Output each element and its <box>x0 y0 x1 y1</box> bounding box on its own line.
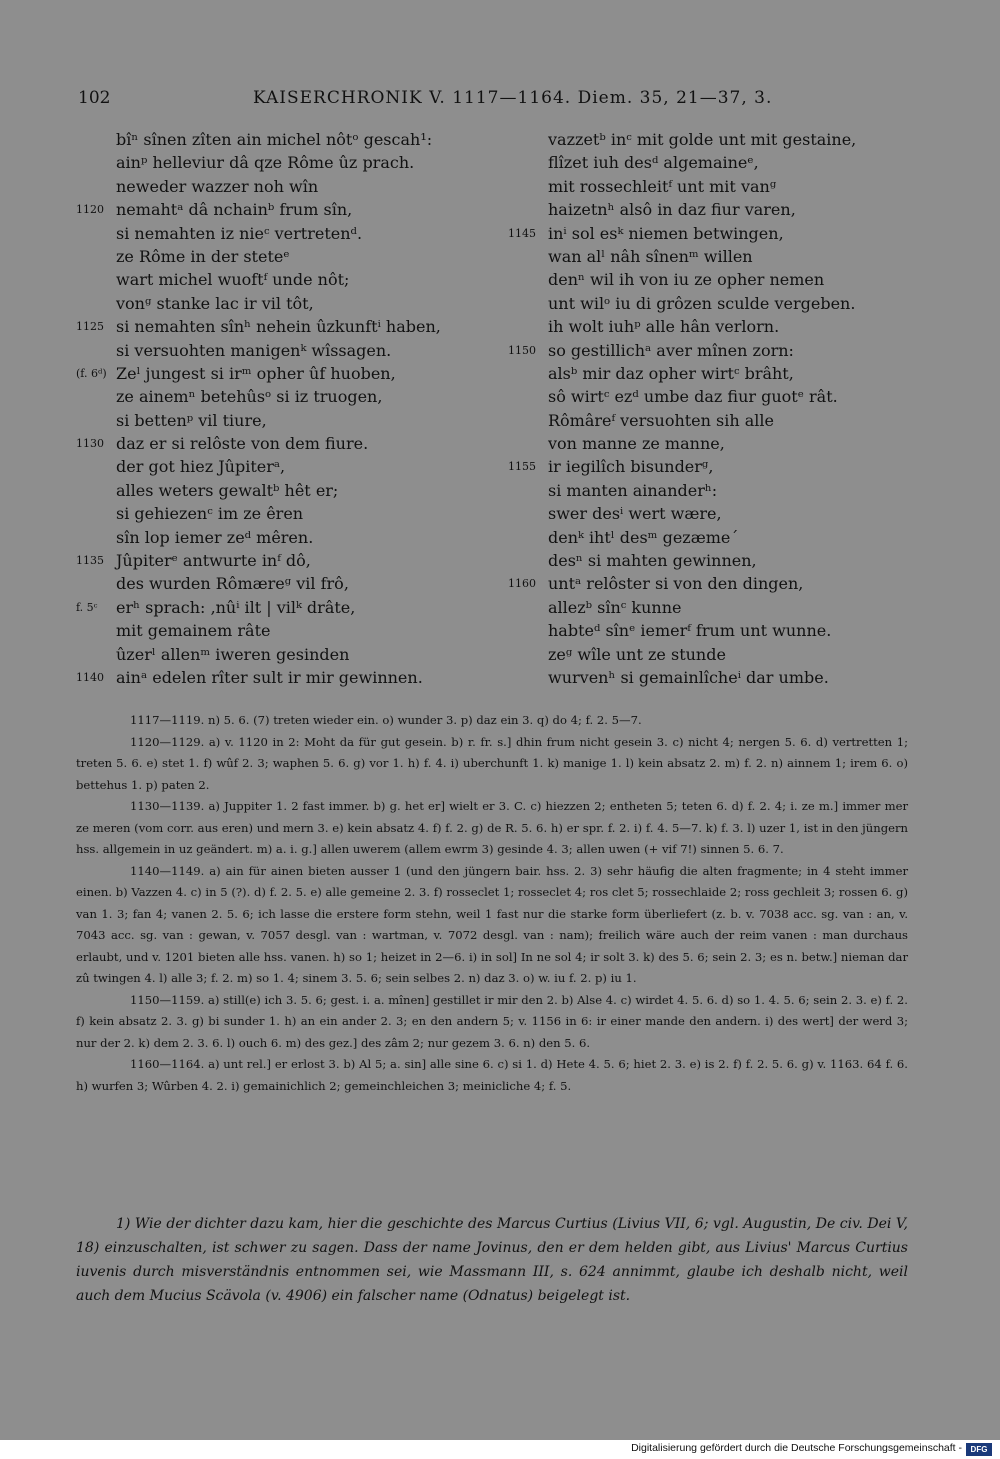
verse-text: si manten ainanderʰ: <box>548 480 718 500</box>
verse-line <box>508 666 928 689</box>
verse-line <box>76 643 506 666</box>
verse-text: flîzet iuh desᵈ algemaineᵉ, <box>548 153 759 173</box>
apparatus-entry: 1120—1129. a) v. 1120 in 2: Moht da für gut gesein. b) r. fr. s.] dhin frum nicht gesein 3. c) nicht 4; nergen 5. 6. d) vertretten 1; treten 5. 6. e) stet 1. f) wûf 2. 3; waphen 5. 6. g) vor 1. h) f. 4. i) uberchunft 1. k) manige 1. l) kein absatz 2. m) f. 2. n) ainnem 1; irem 6. o) bettehus 1. p) paten 2. <box>76 734 908 792</box>
verse-line <box>76 549 506 572</box>
verse-text: vazzetᵇ inᶜ mit golde unt mit gestaine, <box>548 130 857 149</box>
verse-text: Jûpiterᵉ antwurte inᶠ dô, <box>116 551 311 571</box>
apparatus-entry: 1117—1119. n) 5. 6. (7) treten wieder ein. o) wunder 3. p) daz ein 3. q) do 4; f. 2. 5—7. <box>130 713 642 727</box>
verse-line <box>76 315 506 338</box>
verse-number: 1130 <box>76 437 104 451</box>
verse-text: ûzerˡ allenᵐ iweren gesinden <box>116 644 350 664</box>
verse-text: si bettenᵖ vil tiure, <box>116 410 267 430</box>
verse-line <box>508 222 928 245</box>
apparatus-entry: 1140—1149. a) ain für ainen bieten ausser 1 (und den jüngern bair. hss. 2. 3) sehr häufig die alten fragmente; in 4 steht immer einen. b) Vazzen 4. c) in 5 (?). d) f. 2. 5. e) alle gemeine 2. 3. f) rosseclet 1; rosseclet 4; ros clet 5; rossechlaide 2; ross gechleit 3; rossen 6. g) van 1. 3; fan 4; vanen 2. 5. 6; ich lasse die erstere form stehn, weil 1 fast nur die starke form überliefert (z. b. v. 7038 acc. sg. van : an, v. 7043 acc. sg. van : gewan, v. 7057 desgl. van : wartman, v. 7072 desgl. van : nam); freilich wäre auch der reim vanen : man durchaus erlaubt, und v. 1201 bieten alle hss. vanen. h) so 1; heizet in 2—6. i) in sol] In ne sol 4; ir solt 3. k) des 5. 6; sein 2. 3; es n. betw.] nieman dar zû twingen 4. l) alle 3; f. 2. m) so 1. 4; sinem 3. 5. 6; sein selbes 2. n) daz 3. o) w. iu f. 2. p) iu 1. <box>76 863 908 985</box>
verse-line <box>76 572 506 595</box>
verse-text: desⁿ si mahten gewinnen, <box>548 551 757 571</box>
verse-line <box>76 292 506 315</box>
verse-text: sîn lop iemer zeᵈ mêren. <box>116 527 314 547</box>
verse-text: der got hiez Jûpiterᵃ, <box>116 457 286 477</box>
verse-text: ainᵖ helleviur dâ qze Rôme ûz prach. <box>116 153 415 173</box>
page-header <box>78 88 918 112</box>
verse-line <box>508 151 928 174</box>
verse-line <box>76 409 506 432</box>
verse-text: si nemahten iz nieᶜ vertretenᵈ. <box>116 223 363 243</box>
verse-number: 1155 <box>508 460 536 474</box>
verse-line <box>76 666 506 689</box>
verse-line <box>508 198 928 221</box>
verse-line <box>508 292 928 315</box>
verse-text: sô wirtᶜ ezᵈ umbe daz fiur guotᵉ rât. <box>548 387 838 407</box>
left-verse-column <box>76 128 506 689</box>
page-number: 102 <box>78 88 111 108</box>
verse-line <box>508 432 928 455</box>
verse-text: inⁱ sol esᵏ niemen betwingen, <box>548 223 784 243</box>
verse-line <box>508 549 928 572</box>
verse-line <box>76 432 506 455</box>
verse-line <box>76 596 506 619</box>
verse-line <box>76 175 506 198</box>
verse-text: habteᵈ sînᵉ iemerᶠ frum unt wunne. <box>548 621 832 641</box>
verse-line <box>76 198 506 221</box>
verse-line <box>508 643 928 666</box>
apparatus-entry: 1160—1164. a) unt rel.] er erlost 3. b) Al 5; a. sin] alle sine 6. c) si 1. d) Hete 4. 5. 6; hiet 2. 3. e) is 2. f) f. 2. 5. 6. g) v. 1163. 64 f. 6. h) wurfen 3; Wûrben 4. 2. i) gemainichlich 2; gemeinchleichen 3; meinicliche 4; f. 5. <box>76 1057 908 1093</box>
verse-line <box>76 128 506 151</box>
verse-text: alsᵇ mir daz opher wirtᶜ brâht, <box>548 363 794 383</box>
verse-line <box>508 596 928 619</box>
verse-text: so gestillichᵃ aver mînen zorn: <box>548 340 794 360</box>
verse-number: 1150 <box>508 343 536 357</box>
verse-text: ir iegilîch bisunderᵍ, <box>548 457 714 477</box>
verse-text: Rômâreᶠ versuohten sih alle <box>548 410 774 430</box>
verse-line <box>508 409 928 432</box>
verse-number: (f. 6ᵈ) <box>76 366 107 380</box>
verse-line <box>76 385 506 408</box>
verse-text: neweder wazzer noh wîn <box>116 176 319 196</box>
verse-line <box>508 572 928 595</box>
verse-text: wart michel wuoftᶠ unde nôt; <box>116 270 350 290</box>
verse-text: bîⁿ sînen zîten ain michel nôtᵒ gescah¹: <box>116 130 433 149</box>
verse-line <box>76 222 506 245</box>
verse-text: denⁿ wil ih von iu ze opher nemen <box>548 270 825 290</box>
footnote <box>76 1212 908 1308</box>
verse-line <box>76 151 506 174</box>
verse-text: swer desⁱ wert wære, <box>548 504 722 524</box>
verse-line <box>76 619 506 642</box>
verse-line <box>76 339 506 362</box>
verse-number: 1135 <box>76 554 104 568</box>
apparatus-entry: 1130—1139. a) Juppiter 1. 2 fast immer. b) g. het er] wielt er 3. C. c) hiezzen 2; entheten 5; teten 6. d) f. 2. 4; i. ze m.] immer mer ze meren (vom corr. aus eren) und mern 3. e) kein absatz 4. f) f. 2. g) de R. 5. 6. h) er spr. f. 2. i) f. 4. 5—7. k) f. 3. l) uzer 1, ist in den jüngern hss. allgemein in uz geändert. m) a. i. g.] allen uwerem (allem ewrm 3) gesinde 4. 3; allen uwen (+ vif 7!) sinnen 5. 6. 7. <box>76 799 908 856</box>
verse-line <box>508 526 928 549</box>
verse-text: des wurden Rômæreᵍ vil frô, <box>116 574 349 594</box>
verse-number: 1160 <box>508 577 536 591</box>
verse-line <box>508 128 928 151</box>
verse-number: 1140 <box>76 670 104 684</box>
verse-line <box>508 315 928 338</box>
verse-text: haizetnʰ alsô in daz fiur varen, <box>548 200 796 220</box>
verse-text: si gehiezenᶜ im ze êren <box>116 504 304 524</box>
verse-text: denᵏ ihtˡ desᵐ gezæme´ <box>548 527 739 547</box>
dfg-logo[interactable]: DFG <box>966 1443 992 1456</box>
verse-number: 1125 <box>76 320 104 334</box>
apparatus-entry: 1150—1159. a) still(e) ich 3. 5. 6; gest. i. a. mînen] gestillet ir mir den 2. b) Alse 4. c) wirdet 4. 5. 6. d) so 1. 4. 5. 6; sein 2. 3. e) f. 2. f) kein absatz 2. 3. g) bi sunder 1. h) an ein ander 2. 3; en den andern 5; v. 1156 in 6: ir einer mande den andern. i) des wert] der werd 3; nur der 2. k) dem 2. 3. 6. l) ouch 6. m) des gez.] des zâm 2; nur gezem 3. 6. n) den 5. 6. <box>76 992 908 1050</box>
verse-line <box>508 502 928 525</box>
verse-text: nemahtᵃ dâ nchainᵇ frum sîn, <box>116 200 353 220</box>
verse-line <box>508 268 928 291</box>
verse-line <box>508 619 928 642</box>
verse-line <box>508 245 928 268</box>
verse-text: ih wolt iuhᵖ alle hân verlorn. <box>548 317 780 337</box>
verse-line <box>76 479 506 502</box>
footnote-text: 1) Wie der dichter dazu kam, hier die geschichte des Marcus Curtius (Livius VII, 6; vgl. Augustin, De civ. Dei V, 18) einzuschalten, ist schwer zu sagen. Dass der name Jovinus, den er dem helden gibt, aus Livius' Marcus Curtius iuvenis durch misverständnis entnommen sei, wie Massmann III, s. 624 annimmt, glaube ich deshalb nicht, weil auch dem Mucius Scävola (v. 4906) ein falscher name (Odnatus) beigelegt ist. <box>76 1216 908 1304</box>
critical-apparatus <box>76 710 908 1097</box>
verse-text: von manne ze manne, <box>548 434 725 454</box>
verse-text: allezᵇ sînᶜ kunne <box>548 597 682 617</box>
verse-text: ainᵃ edelen rîter sult ir mir gewinnen. <box>116 667 423 687</box>
verse-text: Zeˡ jungest si irᵐ opher ûf huoben, <box>116 363 396 383</box>
verse-line <box>508 479 928 502</box>
verse-line <box>508 362 928 385</box>
verse-line <box>76 245 506 268</box>
verse-text: si versuohten manigenᵏ wîssagen. <box>116 340 392 360</box>
verse-text: alles weters gewaltᵇ hêt er; <box>116 480 339 500</box>
verse-text: erʰ sprach: ‚nûⁱ ilt | vilᵏ drâte, <box>116 597 356 617</box>
verse-text: daz er si relôste von dem fiure. <box>116 434 369 454</box>
funding-credit: Digitalisierung gefördert durch die Deutsche Forschungsgemeinschaft - <box>631 1442 962 1454</box>
verse-text: untᵃ relôster si von den dingen, <box>548 574 804 594</box>
verse-text: ze Rôme in der steteᵉ <box>116 246 290 266</box>
verse-line <box>508 175 928 198</box>
verse-line <box>76 268 506 291</box>
verse-line <box>508 339 928 362</box>
right-verse-column <box>508 128 928 689</box>
verse-text: ze ainemⁿ betehûsᵒ si iz truogen, <box>116 387 383 407</box>
verse-line <box>76 502 506 525</box>
verse-text: si nemahten sînʰ nehein ûzkunftⁱ haben, <box>116 317 441 337</box>
verse-text: vonᵍ stanke lac ir vil tôt, <box>116 293 314 313</box>
verse-text: wurvenʰ si gemainlîcheⁱ dar umbe. <box>548 667 829 687</box>
verse-number: f. 5ᶜ <box>76 600 98 614</box>
verse-line <box>76 362 506 385</box>
verse-line <box>508 455 928 478</box>
verse-text: mit rossechleitᶠ unt mit vanᵍ <box>548 176 777 196</box>
running-title: KAISERCHRONIK V. 1117—1164. Diem. 35, 21—37, 3. <box>253 88 773 108</box>
verse-number: 1120 <box>76 203 104 217</box>
verse-text: mit gemainem râte <box>116 621 271 641</box>
verse-line <box>508 385 928 408</box>
verse-text: unt wilᵒ iu di grôzen sculde vergeben. <box>548 293 856 313</box>
digitization-bar <box>0 1440 1000 1459</box>
verse-line <box>76 455 506 478</box>
verse-text: wan alˡ nâh sînenᵐ willen <box>548 246 753 266</box>
verse-text: zeᵍ wîle unt ze stunde <box>548 644 726 664</box>
verse-number: 1145 <box>508 226 536 240</box>
verse-line <box>76 526 506 549</box>
